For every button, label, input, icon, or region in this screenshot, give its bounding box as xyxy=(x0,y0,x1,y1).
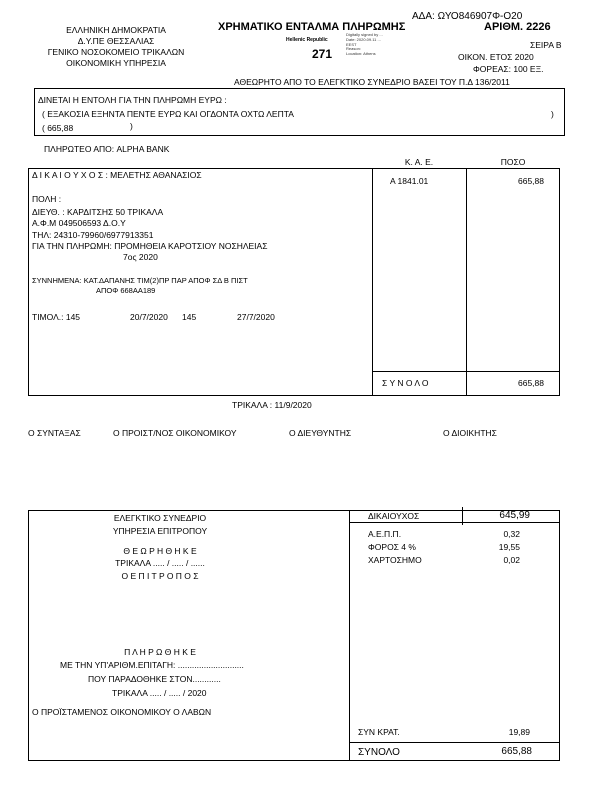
issuer-line-3: ΓΕΝΙΚΟ ΝΟΣΟΚΟΜΕΙΟ ΤΡΙΚΑΛΩΝ xyxy=(47,47,185,57)
document-title: ΧΡΗΜΑΤΙΚΟ ΕΝΤΑΛΜΑ ΠΛΗΡΩΜΗΣ xyxy=(218,21,406,33)
paid-date: ΤΡΙΚΑΛΑ ..... / ..... / 2020 xyxy=(112,688,207,698)
audit-date: ΤΡΙΚΑΛΑ ..... / ..... / ...... xyxy=(115,558,205,568)
stamp-republic: Hellenic Republic xyxy=(286,37,328,43)
deduction-label-2: ΦΟΡΟΣ 4 % xyxy=(368,542,416,552)
kae-header: Κ. Α. Ε. xyxy=(404,157,434,167)
agency: ΦΟΡΕΑΣ: 100 ΕΞ. xyxy=(473,64,544,74)
fiscal-year: ΟΙΚΟΝ. ΕΤΟΣ 2020 xyxy=(458,52,534,62)
digital-signature-stamp: Digitally signed by ... Date: 2020.09.11 ... EEST Reason: Location: Athens xyxy=(346,32,383,57)
delivered-to: ΠΟΥ ΠΑΡΑΔΟΘΗΚΕ ΣΤΟΝ............ xyxy=(88,674,221,684)
attachments-decision: ΑΠΟΦ 668ΑΑ189 xyxy=(96,286,156,295)
issuer-line-1: ΕΛΛΗΝΙΚΗ ΔΗΜΟΚΡΑΤΙΑ xyxy=(66,25,166,35)
audit-service: ΥΠΗΡΕΣΙΑ ΕΠΙΤΡΟΠΟΥ xyxy=(112,526,208,536)
beneficiary-city: ΠΟΛΗ : xyxy=(32,194,62,204)
audit-court: ΕΛΕΓΚΤΙΚΟ ΣΥΝΕΔΡΙΟ xyxy=(113,513,207,523)
beneficiary-net: 645,99 xyxy=(499,510,530,521)
beneficiary-phone: ΤΗΛ: 24310-79960/6977913351 xyxy=(32,230,154,240)
amount-in-words-close: ) xyxy=(551,109,554,119)
stamp-number: 271 xyxy=(312,47,333,61)
attachments: ΣΥΝΝΗΜΕΝΑ: ΚΑΤ.ΔΑΠΑΝΗΣ ΤΙΜ(2)ΠΡ ΠΑΡ ΑΠΟΦ ΣΔ Β ΠΙΣΤ xyxy=(32,276,248,285)
issuer-line-2: Δ.Υ.ΠΕ ΘΕΣΣΑΛΙΑΣ xyxy=(77,36,155,46)
place-date: ΤΡΙΚΑΛΑ : 11/9/2020 xyxy=(232,400,312,410)
amount-figure: ( 665,88 xyxy=(42,123,74,133)
beneficiary-label: ΔΙΚΑΙΟΥΧΟΣ xyxy=(368,511,420,521)
invoice-date-2: 27/7/2020 xyxy=(237,312,275,322)
deduction-value-2: 19,55 xyxy=(498,542,520,552)
beneficiary-name: Δ Ι Κ Α Ι Ο Υ Χ Ο Σ : ΜΕΛΕΤΗΣ ΑΘΑΝΑΣΙΟΣ xyxy=(32,170,202,180)
series: ΣΕΙΡΑ Β xyxy=(530,40,562,50)
total-label: Σ Υ Ν Ο Λ Ο xyxy=(382,378,429,388)
issuer-line-4: ΟΙΚΟΝΟΜΙΚΗ ΥΠΗΡΕΣΙΑ xyxy=(66,58,166,68)
beneficiary-address: ΔΙΕΥΘ. : ΚΑΡΔΙΤΣΗΣ 50 ΤΡΙΚΑΛΑ xyxy=(32,207,164,217)
ada-code: ΑΔΑ: ΩΥΟ846907Φ-Ο20 xyxy=(412,11,523,22)
audit-note: ΑΘΕΩΡΗΤΟ ΑΠΟ ΤΟ ΕΛΕΓΚΤΙΚΟ ΣΥΝΕΔΡΙΟ ΒΑΣΕΙ ΤΟΥ Π.Δ 136/2011 xyxy=(234,77,510,87)
signature-governor: Ο ΔΙΟΙΚΗΤΗΣ xyxy=(443,428,497,438)
cheque-number: ΜΕ ΤΗΝ ΥΠ'ΑΡΙΘΜ.ΕΠΙΤΑΓΗ: ............................ xyxy=(60,660,244,670)
deduction-value-1: 0,32 xyxy=(503,529,520,539)
kae-code: Α 1841.01 xyxy=(390,176,429,186)
total-deductions-label: ΣΥΝ ΚΡΑΤ. xyxy=(358,727,400,737)
document-number: ΑΡΙΘΜ. 2226 xyxy=(484,21,551,33)
beneficiary-afm: Α.Φ.Μ 049506593 Δ.Ο.Υ xyxy=(32,218,126,228)
total-amount: 665,88 xyxy=(518,378,544,388)
payment-purpose: ΓΙΑ ΤΗΝ ΠΛΗΡΩΜΗ: ΠΡΟΜΗΘΕΙΑ ΚΑΡΟΤΣΙΟΥ ΝΟΣΗΛΕΙΑΣ xyxy=(32,241,268,251)
paid-label: Π Λ Η Ρ Ω Θ Η Κ Ε xyxy=(124,647,196,657)
finance-and-recipient: Ο ΠΡΟΪΣΤΑΜΕΝΟΣ ΟΙΚΟΝΟΜΙΚΟΥ Ο ΛΑΒΩΝ xyxy=(32,707,212,717)
row-amount: 665,88 xyxy=(518,176,544,186)
deduction-label-3: ΧΑΡΤΟΣΗΜΟ xyxy=(368,555,422,565)
total-deductions-value: 19,89 xyxy=(508,727,530,737)
amount-in-words: ( ΕΞΑΚΟΣΙΑ ΕΞΗΝΤΑ ΠΕΝΤΕ ΕΥΡΩ ΚΑΙ ΟΓΔΟΝΤΑ ΟΧΤΩ ΛΕΠΤΑ xyxy=(42,109,294,119)
signature-finance-head: Ο ΠΡΟΙΣΤ/ΝΟΣ ΟΙΚΟΝΟΜΙΚΟΥ xyxy=(113,428,237,438)
payable-from: ΠΛΗΡΩΤΕΟ ΑΠΟ: ALPHA BANK xyxy=(44,144,170,154)
grand-total-label: ΣΥΝΟΛΟ xyxy=(358,747,400,758)
deduction-value-3: 0,02 xyxy=(503,555,520,565)
invoice-number: ΤΙΜΟΛ.: 145 xyxy=(32,312,81,322)
payment-purpose-period: 7ος 2020 xyxy=(123,252,158,262)
grand-total-value: 665,88 xyxy=(501,746,532,757)
order-line: ΔΙΝΕΤΑΙ Η ΕΝΤΟΛΗ ΓΙΑ ΤΗΝ ΠΛΗΡΩΜΗ ΕΥΡΩ : xyxy=(38,95,227,105)
audit-approved: Θ Ε Ω Ρ Η Θ Η Κ Ε xyxy=(123,546,197,556)
amount-header: ΠΟΣΟ xyxy=(500,157,526,167)
signature-compiler: Ο ΣΥΝΤΑΞΑΣ xyxy=(28,428,81,438)
amount-figure-close: ) xyxy=(130,121,133,131)
audit-commissioner: Ο Ε Π Ι Τ Ρ Ο Π Ο Σ xyxy=(121,571,199,581)
invoice-date: 20/7/2020 xyxy=(130,312,168,322)
deduction-label-1: Α.Ε.Π.Π. xyxy=(368,529,402,539)
invoice-number-2: 145 xyxy=(182,312,197,322)
signature-director: Ο ΔΙΕΥΘΥΝΤΗΣ xyxy=(289,428,352,438)
